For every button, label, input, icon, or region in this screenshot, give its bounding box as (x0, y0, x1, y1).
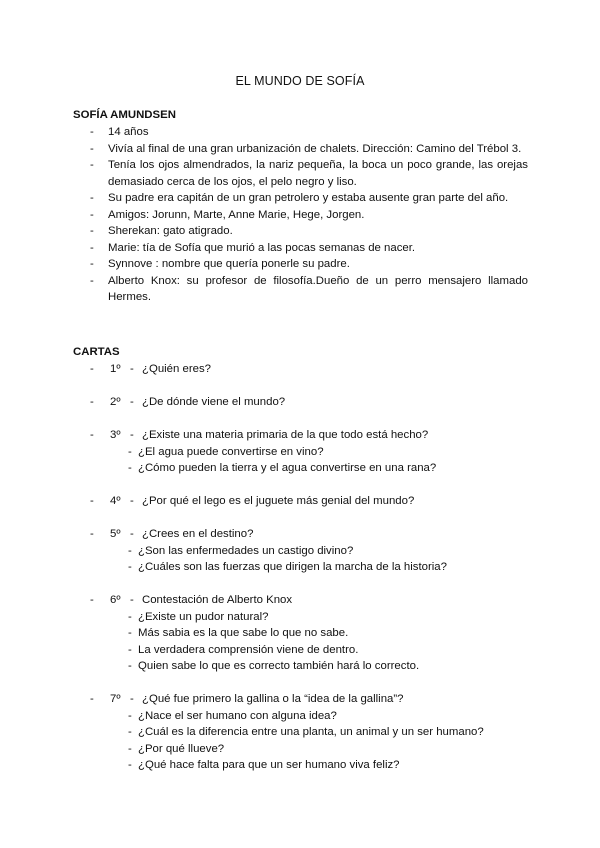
letter-subitem: - ¿Cuáles son las fuerzas que dirigen la marcha de la historia? (128, 559, 530, 576)
letter-subitem: - Más sabia es la que sabe lo que no sabe. (128, 625, 530, 642)
letter-number: 5º (110, 528, 121, 540)
letter-number: 7º (110, 693, 121, 705)
profile-item: - Synnove : nombre que quería ponerle su padre. (90, 256, 528, 273)
letter-number: 3º (110, 429, 121, 441)
letter-subitem: - ¿Nace el ser humano con alguna idea? (128, 708, 530, 725)
letter-sublist (128, 543, 530, 576)
letter-text: ¿Existe una materia primaria de la que todo está hecho? (142, 429, 429, 441)
letter-text: Contestación de Alberto Knox (142, 594, 293, 606)
letter-separator: - (130, 693, 134, 705)
letter-text: ¿Quién eres? (142, 363, 212, 375)
letter-number: 4º (110, 495, 121, 507)
letter-sublist (128, 609, 530, 675)
letter-separator: - (130, 396, 134, 408)
profile-item: - Tenía los ojos almendrados, la nariz pequeña, la boca un poco grande, las orejas demasiado cerca de los ojos, el pelo negro y liso. (90, 157, 528, 190)
letter-separator: - (130, 363, 134, 375)
letter-text: ¿Qué fue primero la gallina o la “idea de la gallina”? (142, 693, 404, 705)
profile-item: - Marie: tía de Sofía que murió a las pocas semanas de nacer. (90, 240, 528, 257)
letter-number: 1º (110, 363, 121, 375)
letter-separator: - (130, 495, 134, 507)
letter-separator: - (130, 528, 134, 540)
letter-item (90, 427, 530, 477)
letters-list (90, 361, 530, 790)
letter-subitem: - ¿Cuál es la diferencia entre una planta, un animal y un ser humano? (128, 724, 530, 741)
letter-subitem: - ¿Existe un pudor natural? (128, 609, 530, 626)
letter-item (90, 691, 530, 774)
profile-item: - Vivía al final de una gran urbanización de chalets. Dirección: Camino del Trébol 3. (90, 141, 528, 158)
letter-separator: - (130, 594, 134, 606)
letter-subitem: - ¿El agua puede convertirse en vino? (128, 444, 530, 461)
letter-number: 6º (110, 594, 121, 606)
profile-list (90, 124, 528, 306)
letter-subitem: - ¿Qué hace falta para que un ser humano viva feliz? (128, 757, 530, 774)
profile-item: - Amigos: Jorunn, Marte, Anne Marie, Hege, Jorgen. (90, 207, 528, 224)
letter-subitem: - ¿Por qué llueve? (128, 741, 530, 758)
letter-text: ¿Crees en el destino? (142, 528, 254, 540)
profile-heading: SOFÍA AMUNDSEN (73, 109, 176, 121)
letter-number: 2º (110, 396, 121, 408)
letter-subitem: - La verdadera comprensión viene de dentro. (128, 642, 530, 659)
profile-item: - Sherekan: gato atigrado. (90, 223, 528, 240)
profile-item: - Su padre era capitán de un gran petrolero y estaba ausente gran parte del año. (90, 190, 528, 207)
letter-item (90, 493, 530, 510)
letter-item (90, 592, 530, 675)
letter-sublist (128, 444, 530, 477)
profile-item: - 14 años (90, 124, 528, 141)
profile-item: - Alberto Knox: su profesor de filosofía.Dueño de un perro mensajero llamado Hermes. (90, 273, 528, 306)
letter-item (90, 394, 530, 411)
letter-text: ¿Por qué el lego es el juguete más genial del mundo? (142, 495, 415, 507)
letters-heading: CARTAS (73, 346, 120, 358)
letter-subitem: - ¿Son las enfermedades un castigo divino? (128, 543, 530, 560)
letter-text: ¿De dónde viene el mundo? (142, 396, 286, 408)
letter-separator: - (130, 429, 134, 441)
letter-sublist (128, 708, 530, 774)
letter-item (90, 526, 530, 576)
letter-item (90, 361, 530, 378)
letter-subitem: - ¿Cómo pueden la tierra y el agua convertirse en una rana? (128, 460, 530, 477)
page-title: EL MUNDO DE SOFÍA (235, 74, 365, 88)
letter-subitem: - Quien sabe lo que es correcto también hará lo correcto. (128, 658, 530, 675)
